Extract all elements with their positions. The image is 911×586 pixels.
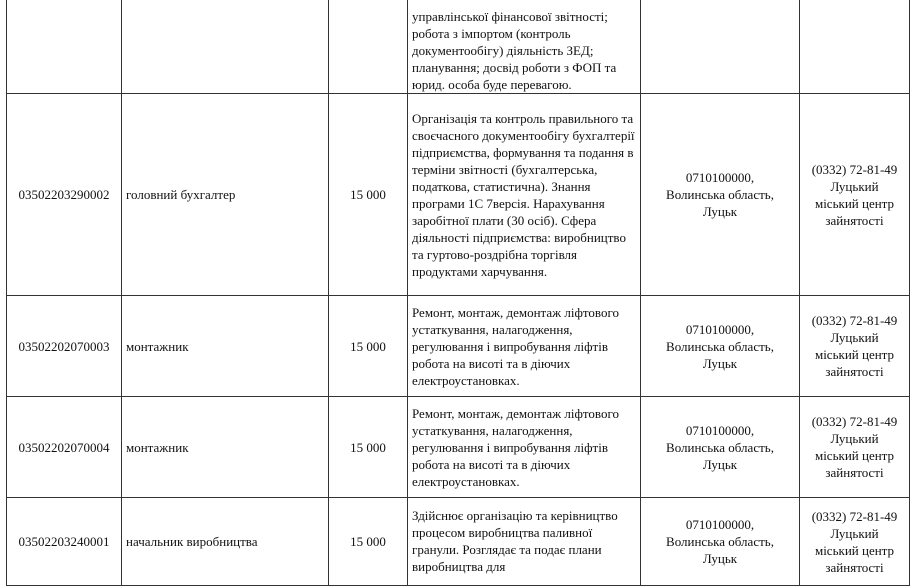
vacancy-code-cell bbox=[7, 296, 122, 397]
address: 0710100000, Волинська область, Луцьк bbox=[666, 517, 774, 566]
address-cell bbox=[641, 498, 800, 586]
vacancy-code-cell bbox=[7, 498, 122, 586]
address-cell bbox=[641, 94, 800, 296]
address: 0710100000, Волинська область, Луцьк bbox=[666, 170, 774, 219]
contact: (0332) 72-81-49 Луцький міський центр зайнятості bbox=[811, 508, 898, 575]
table-row bbox=[7, 397, 910, 498]
salary: 15 000 bbox=[350, 187, 386, 202]
address-cell bbox=[641, 296, 800, 397]
vacancy-code: 03502203240001 bbox=[18, 534, 110, 549]
description-cell bbox=[408, 498, 641, 586]
position-title: монтажник bbox=[126, 338, 189, 354]
position-title-cell bbox=[122, 498, 329, 586]
address-cell bbox=[641, 397, 800, 498]
description-cell bbox=[408, 94, 641, 296]
table-row bbox=[7, 0, 910, 94]
vacancy-code-cell bbox=[7, 397, 122, 498]
table-row bbox=[7, 94, 910, 296]
position-title: монтажник bbox=[126, 439, 189, 455]
vacancy-code: 03502202070004 bbox=[18, 439, 110, 455]
address: 0710100000, Волинська область, Луцьк bbox=[666, 422, 774, 472]
position-title: начальник виробництва bbox=[126, 534, 258, 549]
salary-cell bbox=[329, 397, 408, 498]
table-row bbox=[7, 498, 910, 586]
job-description: управлінської фінансової звітності; робота з імпортом (контроль документообігу) діяльність ЗЕД; планування; досвід роботи з ФОП та юрид. особа буде перевагою. bbox=[412, 9, 617, 92]
contact: (0332) 72-81-49 Луцький міський центр зайнятості bbox=[811, 161, 898, 228]
job-description: Ремонт, монтаж, демонтаж ліфтового устаткування, налагодження, регулювання і випробування ліфтів робота на висоті та в діючих електроустановках. bbox=[412, 405, 619, 489]
contact-cell bbox=[800, 397, 910, 498]
salary-cell bbox=[329, 296, 408, 397]
salary-cell bbox=[329, 94, 408, 296]
job-description: Організація та контроль правильного та своєчасного документообігу бухгалтерії підприємства, формування та подання в терміни звітності (бухгалтерська, податкова, статистична). Знання програми 1С 7версія. Нарахування заробітної плати (30 осіб). Сфера діяльності підприємства: виробництво та гуртово-роздрібна торгівля продуктами харчування. bbox=[412, 110, 635, 279]
job-description: Здійснює організацію та керівництво процесом виробництва паливної гранули. Розглядає та подає плани виробництва для bbox=[412, 507, 618, 574]
contact-cell bbox=[800, 94, 910, 296]
salary-cell bbox=[329, 0, 408, 94]
contact: (0332) 72-81-49 Луцький міський центр зайнятості bbox=[811, 414, 898, 480]
address-cell bbox=[641, 0, 800, 94]
vacancy-code-cell bbox=[7, 0, 122, 94]
salary-cell bbox=[329, 498, 408, 586]
position-title-cell bbox=[122, 397, 329, 498]
salary: 15 000 bbox=[350, 534, 386, 549]
position-title: головний бухгалтер bbox=[126, 187, 236, 202]
job-description: Ремонт, монтаж, демонтаж ліфтового устаткування, налагодження, регулювання і випробування ліфтів робота на висоті та в діючих електроустановках. bbox=[412, 304, 619, 388]
description-cell bbox=[408, 296, 641, 397]
position-title-cell bbox=[122, 94, 329, 296]
description-cell bbox=[408, 0, 641, 94]
vacancy-code-cell bbox=[7, 94, 122, 296]
contact-cell bbox=[800, 0, 910, 94]
description-cell bbox=[408, 397, 641, 498]
salary: 15 000 bbox=[350, 439, 386, 455]
salary: 15 000 bbox=[350, 338, 386, 354]
contact-cell bbox=[800, 296, 910, 397]
vacancies-table bbox=[6, 0, 910, 586]
contact-cell bbox=[800, 498, 910, 586]
vacancy-code: 03502202070003 bbox=[18, 338, 110, 354]
vacancy-code: 03502203290002 bbox=[18, 187, 110, 202]
position-title-cell bbox=[122, 296, 329, 397]
contact: (0332) 72-81-49 Луцький міський центр зайнятості bbox=[811, 313, 898, 379]
table-row bbox=[7, 296, 910, 397]
position-title-cell bbox=[122, 0, 329, 94]
address: 0710100000, Волинська область, Луцьк bbox=[666, 321, 774, 371]
